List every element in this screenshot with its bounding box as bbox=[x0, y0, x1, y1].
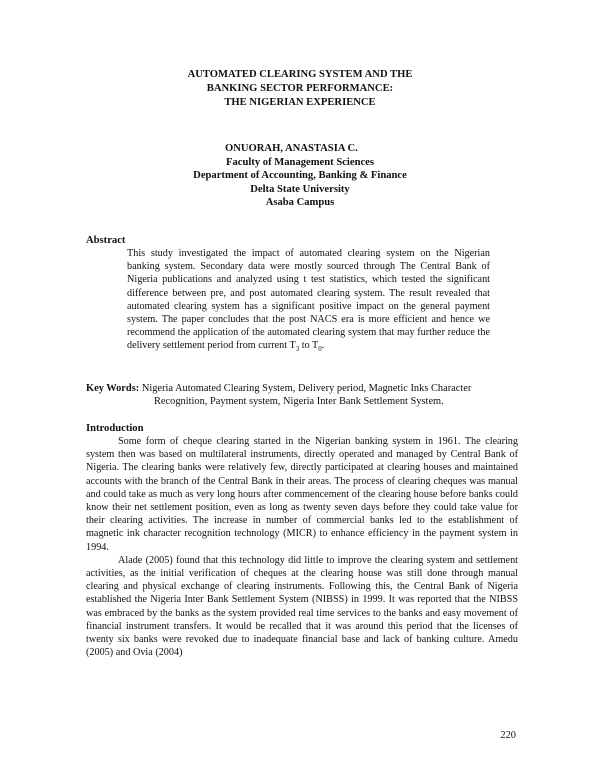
keywords-line-1: Nigeria Automated Clearing System, Delivery period, Magnetic Inks Character bbox=[141, 383, 472, 394]
introduction-heading: Introduction bbox=[86, 423, 144, 434]
author-department: Department of Accounting, Banking & Finance bbox=[193, 170, 407, 182]
abstract-subscript-target: 0 bbox=[318, 345, 322, 354]
introduction-paragraph-1: Some form of cheque clearing started in the Nigerian banking system in 1961. The clearing system then was based on multilateral instruments, directly operated and managed by Central Bank of Nigeria. The clearing banks were relatively few, directly participated at clearing houses and maintained accounts with the branch of the Central Bank in their areas. The process of clearing cheques was manual and could take as much as very long hours after commencement of the clearing house before banks could know their net settlement position, even as long as twenty seven days before they could take value for their clearing activities. The increase in number of commercial banks led to the establishment of magnetic ink character recognition technology (MICR) to enhance efficiency in the payment system in 1994. bbox=[86, 436, 518, 553]
abstract-main: This study investigated the impact of automated clearing system on the Nigerian banking system. Secondary data were mostly sourced through The Central Bank of Nigeria publications and analyzed using t test statistics, which tested the significant difference between pre, and post automated clearing system. The result revealed that automated clearing system has a significant positive impact on the general payment system. The paper concludes that the post NACS era is more efficient and hence we recommend the application of the automated clearing system that may further reduce the delivery settlement period from current T bbox=[127, 248, 490, 352]
page-number: 220 bbox=[500, 730, 516, 741]
abstract-end: . bbox=[321, 340, 325, 352]
author-block bbox=[0, 142, 600, 210]
keywords-label: Key Words: bbox=[86, 383, 140, 394]
title-line-3: THE NIGERIAN EXPERIENCE bbox=[224, 97, 376, 108]
author-name: ONUORAH, ANASTASIA C. bbox=[225, 143, 358, 154]
author-faculty: Faculty of Management Sciences bbox=[226, 156, 374, 168]
introduction-paragraph-2: Alade (2005) found that this technology did little to improve the clearing system and settlement activities, as the initial verification of cheques at the clearing house was still done through manual clearing and physical exchange of clearing instruments. Following this, the Central Bank of Nigeria established the Nigeria Inter Bank Settlement System (NIBSS) in 1999. It was reported that the NIBSS was embraced by the banks as the system provided real time services to the banks and easy movement of financial instrument transfers. It would be recalled that it was around this period that the licenses of twenty six banks were revoked due to inadequate financial base and lack of banking culture. Amedu (2005) and Ovia (2004) bbox=[86, 554, 518, 659]
keywords bbox=[86, 382, 516, 409]
author-campus: Asaba Campus bbox=[265, 197, 335, 209]
author-university: Delta State University bbox=[250, 183, 350, 195]
title-line-2: BANKING SECTOR PERFORMANCE: bbox=[206, 83, 394, 94]
title-line-1: AUTOMATED CLEARING SYSTEM AND THE bbox=[187, 69, 413, 80]
abstract-to: to T bbox=[299, 340, 319, 352]
abstract-subscript-current: 3 bbox=[295, 345, 300, 354]
introduction-body bbox=[86, 435, 518, 659]
abstract-text bbox=[127, 247, 490, 353]
abstract-heading: Abstract bbox=[86, 235, 126, 246]
keywords-line-2: Recognition, Payment system, Nigeria Inter Bank Settlement System. bbox=[154, 396, 444, 408]
paper-title bbox=[0, 68, 600, 110]
